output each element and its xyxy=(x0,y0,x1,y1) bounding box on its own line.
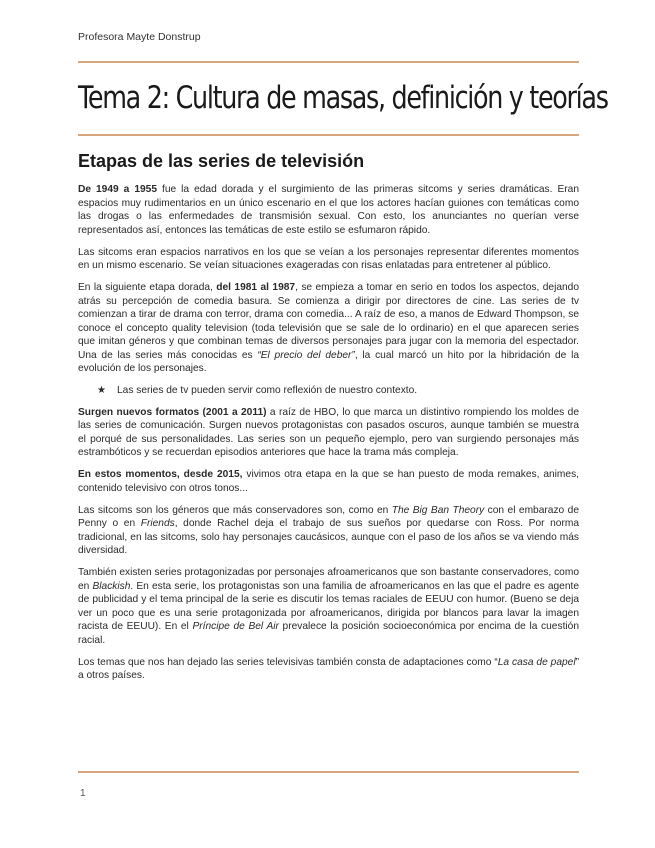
paragraph-7-italic-2: Príncipe de Bel Air xyxy=(192,621,279,632)
paragraph-5-bold: En estos momentos, desde 2015, xyxy=(78,469,243,480)
paragraph-3-text: , se empieza a tomar en serio en todos los aspectos, dejando atrás su percepción de comedia basura. Se comienza a dirigir por directores de cine. Las series de tv comienzan a tirar de drama con terror, drama con comedia... A raíz de eso, a manos de Edward Thompson, se conoce el concepto quality television (toda televisión que se sale de lo ordinario) en el que aparecen series que imitan géneros y que combinan temas de diversos personajes para jugar con la memoria del espectador. Una de las series más conocidas es xyxy=(78,282,579,361)
document-body xyxy=(78,183,579,691)
page-number: 1 xyxy=(80,788,86,799)
paragraph-3-post: , la cual marcó un hito por la hibridación de la evolución de los personajes. xyxy=(78,349,579,374)
paragraph-1 xyxy=(78,183,579,237)
page-title: Tema 2: Cultura de masas, definición y teorías xyxy=(78,80,608,116)
paragraph-6-italic-2: Friends xyxy=(140,518,175,529)
paragraph-4-bold: Surgen nuevos formatos (2001 a 2011) xyxy=(78,406,267,418)
paragraph-6-text-3: , donde Rachel deja el trabajo de sus sueños por quedarse con Ross. Por norma tradicional, en las sitcoms, solo hay personajes caucásicos, aunque con el paso de los años se va viendo más diversidad. xyxy=(78,518,579,556)
paragraph-7 xyxy=(78,566,579,647)
paragraph-8-italic: La casa de papel xyxy=(497,656,576,668)
paragraph-8-post: ” a otros países. xyxy=(78,656,580,681)
header-author: Profesora Mayte Donstrup xyxy=(78,31,201,43)
bullet-text: Las series de tv pueden servir como reflexión de nuestro contexto. xyxy=(117,385,418,396)
paragraph-1-bold: De 1949 a 1955 xyxy=(78,184,157,195)
paragraph-4-text: a raíz de HBO, lo que marca un distintivo rompiendo los moldes de las series de comunicación. Surgen nuevos protagonistas con pasados oscuros, aunque también se muestra el porqué de sus personalidades. Las series son un pequeño ejemplo, pero van surgiendo personajes más estrambóticos y se recuerdan episodios anteriores que hace la trama más compleja. xyxy=(78,406,579,458)
bullet-item xyxy=(97,384,579,398)
paragraph-8 xyxy=(78,656,579,683)
section-heading: Etapas de las series de televisión xyxy=(78,151,365,171)
star-icon: ★ xyxy=(97,385,107,396)
paragraph-2-text: Las sitcoms eran espacios narrativos en los que se veían a los personajes representar diferentes momentos en un mismo escenario. Se veían situaciones exageradas con risas enlatadas para entretener al público. xyxy=(78,246,579,271)
paragraph-4 xyxy=(78,406,579,460)
paragraph-8-text: Los temas que nos han dejado las series televisivas también consta de adaptaciones como “ xyxy=(78,656,498,668)
paragraph-7-text-1: También existen series protagonizadas por personajes afroamericanos que son bastante conservadores, como en xyxy=(78,567,579,592)
paragraph-1-text: fue la edad dorada y el surgimiento de las primeras sitcoms y series dramáticas. Eran espacios muy rudimentarios en un único escenario en el que los actores hacían guiones con temáticas como las drogas o las enfermedades de transmisión sexual. Con esto, los anunciantes no querían verse representados así, entonces las temáticas de este estilo se esfumaron rápido. xyxy=(78,184,579,236)
footer-divider xyxy=(78,771,579,773)
paragraph-6 xyxy=(78,504,579,558)
paragraph-6-text-2: con el embarazo de Penny o en xyxy=(78,504,579,529)
paragraph-3-bold: del 1981 al 1987 xyxy=(216,282,296,293)
paragraph-5-text: vivimos otra etapa en la que se han puesto de moda remakes, animes, contenido televisivo con otros tonos... xyxy=(78,469,579,494)
paragraph-7-italic-1: Blackish xyxy=(92,580,131,592)
paragraph-6-text-1: Las sitcoms son los géneros que más conservadores son, como en xyxy=(78,504,392,516)
paragraph-5 xyxy=(78,468,579,495)
paragraph-7-text-3: prevalece la posición socioeconómica por encima de la cuestión racial. xyxy=(78,621,579,646)
paragraph-3-italic: “El precio del deber” xyxy=(257,349,355,361)
header-divider xyxy=(78,61,579,63)
paragraph-2 xyxy=(78,246,579,273)
paragraph-7-text-2: . En esta serie, los protagonistas son una familia de afroamericanos en las que el padre es agente de publicidad y el tema principal de la serie es discutir los temas raciales de EEUU con humor. (Bueno se deja ver un poco que es una serie protagonizada por afroamericanos, dirigida por blancos para lavar la imagen racista de EEUU). En el xyxy=(78,580,579,632)
paragraph-3-pre: En la siguiente etapa dorada, xyxy=(78,282,217,293)
title-divider xyxy=(78,134,579,136)
paragraph-3 xyxy=(78,281,579,376)
paragraph-6-italic-1: The Big Ban Theory xyxy=(391,504,485,516)
